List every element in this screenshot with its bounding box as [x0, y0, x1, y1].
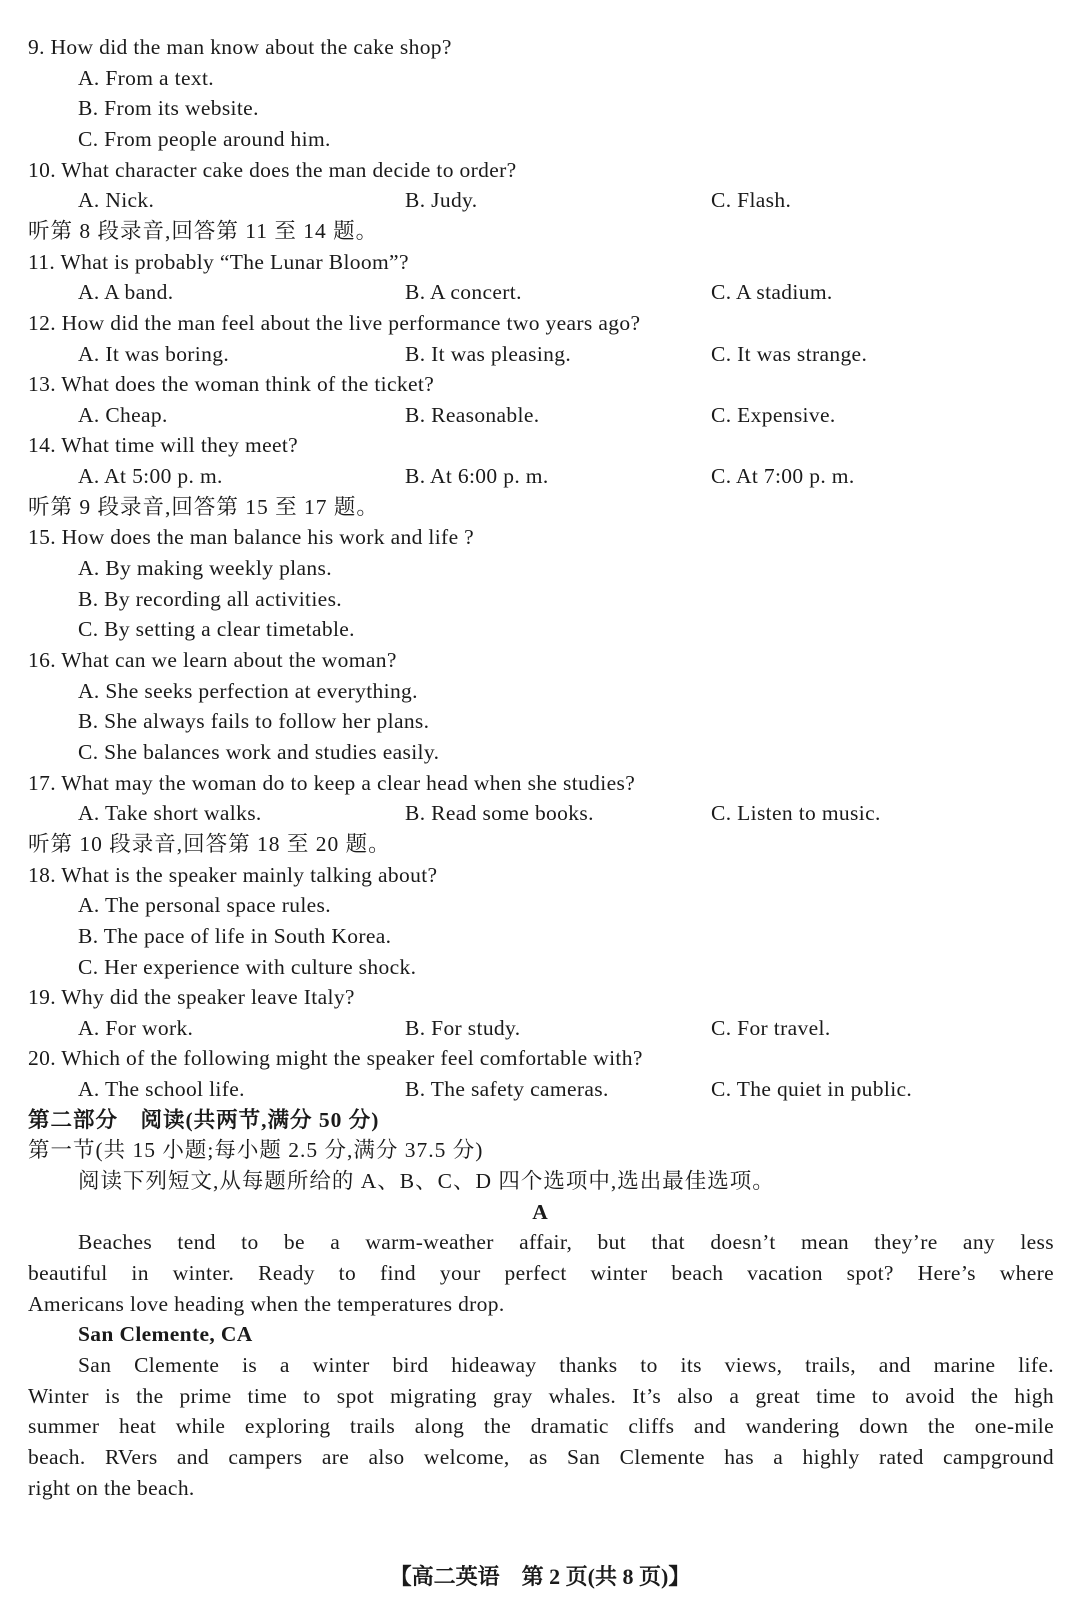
answer-option: A. Take short walks. [78, 801, 262, 826]
question-stem: 14. What time will they meet? [28, 433, 299, 458]
answer-option: C. Flash. [711, 188, 792, 213]
answer-option: C. From people around him. [78, 126, 331, 151]
passage-label: A [532, 1199, 548, 1224]
section-instruction: 听第 9 段录音,回答第 15 至 17 题。 [28, 494, 379, 519]
answer-option: C. A stadium. [711, 280, 833, 305]
answer-option: C. For travel. [711, 1015, 831, 1040]
question-stem: 17. What may the woman do to keep a clear head when she studies? [28, 770, 636, 795]
answer-option: C. At 7:00 p. m. [711, 464, 855, 489]
answer-option: C. By setting a clear timetable. [78, 617, 355, 642]
answer-option: B. Judy. [405, 188, 478, 213]
answer-option: B. For study. [405, 1015, 521, 1040]
section-instruction: 听第 8 段录音,回答第 11 至 14 题。 [28, 218, 379, 243]
answer-option: B. A concert. [405, 280, 522, 305]
answer-option: A. Nick. [78, 188, 155, 213]
passage-text-line: beautiful in winter. Ready to find your perfect winter beach vacation spot? Here’s where [28, 1261, 1054, 1285]
question-stem: 10. What character cake does the man decide to order? [28, 157, 517, 182]
answer-option: B. At 6:00 p. m. [405, 464, 549, 489]
question-stem: 18. What is the speaker mainly talking about? [28, 862, 438, 887]
passage-text-line: summer heat while exploring trails along the dramatic cliffs and wandering down the one-mile [28, 1414, 1054, 1439]
passage-text-line: Winter is the prime time to spot migrating gray whales. It’s also a great time to avoid the high [28, 1383, 1054, 1408]
answer-option: B. She always fails to follow her plans. [78, 709, 430, 734]
answer-option: C. She balances work and studies easily. [78, 739, 440, 764]
passage-text-line: beach. RVers and campers are also welcome, as San Clemente has a highly rated campground [28, 1444, 1054, 1469]
answer-option: A. It was boring. [78, 341, 230, 366]
answer-option: A. The school life. [78, 1077, 245, 1102]
passage-text-line: right on the beach. [28, 1475, 195, 1500]
answer-option: B. The safety cameras. [405, 1077, 609, 1102]
answer-option: C. Her experience with culture shock. [78, 954, 417, 979]
answer-option: A. The personal space rules. [78, 893, 331, 918]
passage-text-line: Beaches tend to be a warm-weather affair, but that doesn’t mean they’re any less [78, 1230, 1054, 1255]
question-stem: 12. How did the man feel about the live performance two years ago? [28, 310, 641, 335]
question-stem: 15. How does the man balance his work and life ? [28, 525, 475, 550]
reading-instruction: 阅读下列短文,从每题所给的 A、B、C、D 四个选项中,选出最佳选项。 [78, 1169, 775, 1193]
question-stem: 16. What can we learn about the woman? [28, 648, 397, 672]
answer-option: A. For work. [78, 1015, 194, 1040]
answer-option: A. Cheap. [78, 402, 168, 427]
answer-option: A. She seeks perfection at everything. [78, 678, 418, 703]
answer-option: A. From a text. [78, 65, 215, 90]
section-instruction: 听第 10 段录音,回答第 18 至 20 题。 [28, 831, 391, 856]
question-stem: 9. How did the man know about the cake shop? [28, 35, 452, 59]
answer-option: B. It was pleasing. [405, 341, 572, 366]
passage-text-line: San Clemente is a winter bird hideaway thanks to its views, trails, and marine life. [78, 1353, 1054, 1377]
question-stem: 13. What does the woman think of the ticket? [28, 372, 435, 397]
passage-text-line: Americans love heading when the temperatures drop. [28, 1291, 505, 1316]
answer-option: C. Expensive. [711, 402, 836, 427]
question-stem: 19. Why did the speaker leave Italy? [28, 985, 355, 1010]
question-stem: 11. What is probably “The Lunar Bloom”? [28, 249, 409, 274]
page-footer: 【高二英语 第 2 页(共 8 页)】 [389, 1564, 691, 1589]
answer-option: B. Reasonable. [405, 402, 540, 427]
answer-option: C. Listen to music. [711, 801, 881, 826]
part-heading: 第二部分 阅读(共两节,满分 50 分) [28, 1107, 380, 1132]
section-subheading: 第一节(共 15 小题;每小题 2.5 分,满分 37.5 分) [28, 1138, 484, 1163]
question-stem: 20. Which of the following might the speaker feel comfortable with? [28, 1046, 643, 1071]
answer-option: B. The pace of life in South Korea. [78, 923, 392, 948]
answer-option: B. By recording all activities. [78, 586, 343, 611]
answer-option: A. A band. [78, 280, 174, 305]
place-heading: San Clemente, CA [78, 1322, 253, 1347]
answer-option: C. It was strange. [711, 341, 868, 366]
answer-option: B. Read some books. [405, 801, 594, 826]
answer-option: A. At 5:00 p. m. [78, 464, 223, 489]
answer-option: A. By making weekly plans. [78, 556, 332, 580]
answer-option: B. From its website. [78, 96, 259, 121]
answer-option: C. The quiet in public. [711, 1077, 913, 1102]
